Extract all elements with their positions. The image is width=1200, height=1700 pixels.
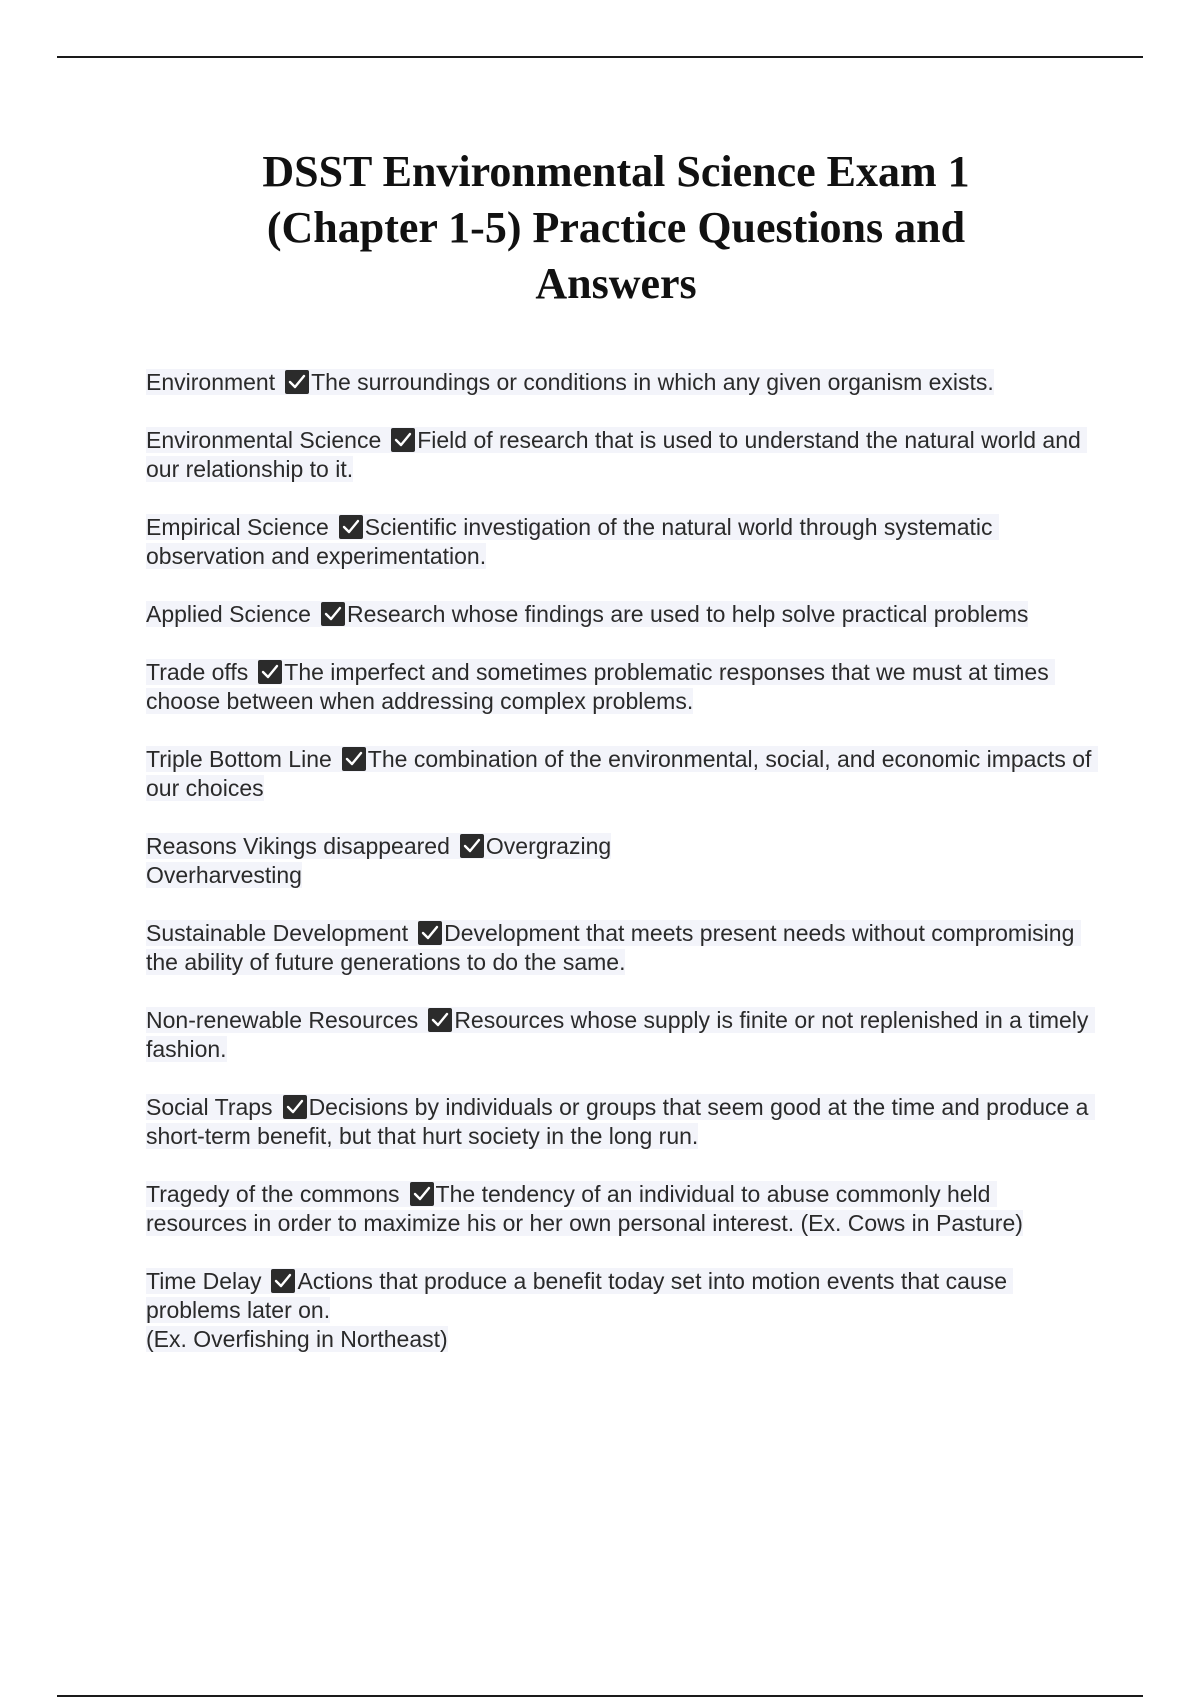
checkmark-icon (391, 428, 415, 452)
entry-term: Tragedy of the commons (146, 1181, 400, 1207)
entry-term: Reasons Vikings disappeared (146, 833, 450, 859)
checkmark-icon (339, 515, 363, 539)
bottom-rule (57, 1695, 1143, 1697)
entry-definition: Resources whose supply is finite or not replenished in a timely fashion. (146, 1007, 1095, 1062)
checkmark-icon (258, 660, 282, 684)
entry-term: Environment (146, 369, 276, 395)
entry-term: Trade offs (146, 659, 249, 685)
entry-term: Triple Bottom Line (146, 746, 332, 772)
entry-term: Sustainable Development (146, 920, 409, 946)
entry-term: Environmental Science (146, 427, 382, 453)
list-item (146, 745, 1096, 803)
checkmark-icon (460, 834, 484, 858)
list-item (146, 513, 1096, 571)
list-item (146, 919, 1096, 977)
checkmark-icon (271, 1269, 295, 1293)
list-item (146, 600, 1096, 629)
checkmark-icon (285, 370, 309, 394)
entry-term: Time Delay (146, 1268, 262, 1294)
entry-definition: The surroundings or conditions in which any given organism exists. (311, 369, 994, 395)
entry-term: Non-renewable Resources (146, 1007, 419, 1033)
checkmark-icon (342, 747, 366, 771)
entry-term: Empirical Science (146, 514, 329, 540)
checkmark-icon (321, 602, 345, 626)
list-item (146, 368, 1096, 397)
checkmark-icon (410, 1182, 434, 1206)
list-item (146, 426, 1096, 484)
checkmark-icon (428, 1008, 452, 1032)
entry-definition: Actions that produce a benefit today set into motion events that cause problems later on. (Ex. Overfishing in Northeast) (146, 1268, 1008, 1352)
entry-definition: Development that meets present needs without compromising the ability of future generations to do the same. (146, 920, 1081, 975)
list-item (146, 832, 1096, 890)
entry-definition: Decisions by individuals or groups that seem good at the time and produce a short-term benefit, but that hurt society in the long run. (146, 1094, 1095, 1149)
entry-definition: Scientific investigation of the natural world through systematic observation and experimentation. (146, 514, 999, 569)
list-item (146, 1093, 1096, 1151)
list-item (146, 1267, 1096, 1354)
entry-definition: Field of research that is used to understand the natural world and our relationship to it. (146, 427, 1088, 482)
list-item (146, 1006, 1096, 1064)
entry-list (146, 368, 1096, 1383)
entry-definition: The imperfect and sometimes problematic responses that we must at times choose between when addressing complex problems. (146, 659, 1056, 714)
list-item (146, 658, 1096, 716)
entry-term: Applied Science (146, 601, 311, 627)
entry-term: Social Traps (146, 1094, 273, 1120)
entry-definition: The tendency of an individual to abuse commonly held resources in order to maximize his or her own personal interest. (Ex. Cows in Pasture) (146, 1181, 1023, 1236)
checkmark-icon (418, 921, 442, 945)
top-rule (57, 56, 1143, 58)
entry-definition: Overgrazing Overharvesting (146, 833, 612, 888)
checkmark-icon (283, 1095, 307, 1119)
entry-definition: Research whose findings are used to help solve practical problems (346, 601, 1029, 627)
list-item (146, 1180, 1096, 1238)
entry-definition: The combination of the environmental, social, and economic impacts of our choices (146, 746, 1098, 801)
page-title: DSST Environmental Science Exam 1 (Chapter 1-5) Practice Questions and Answers (262, 147, 970, 308)
